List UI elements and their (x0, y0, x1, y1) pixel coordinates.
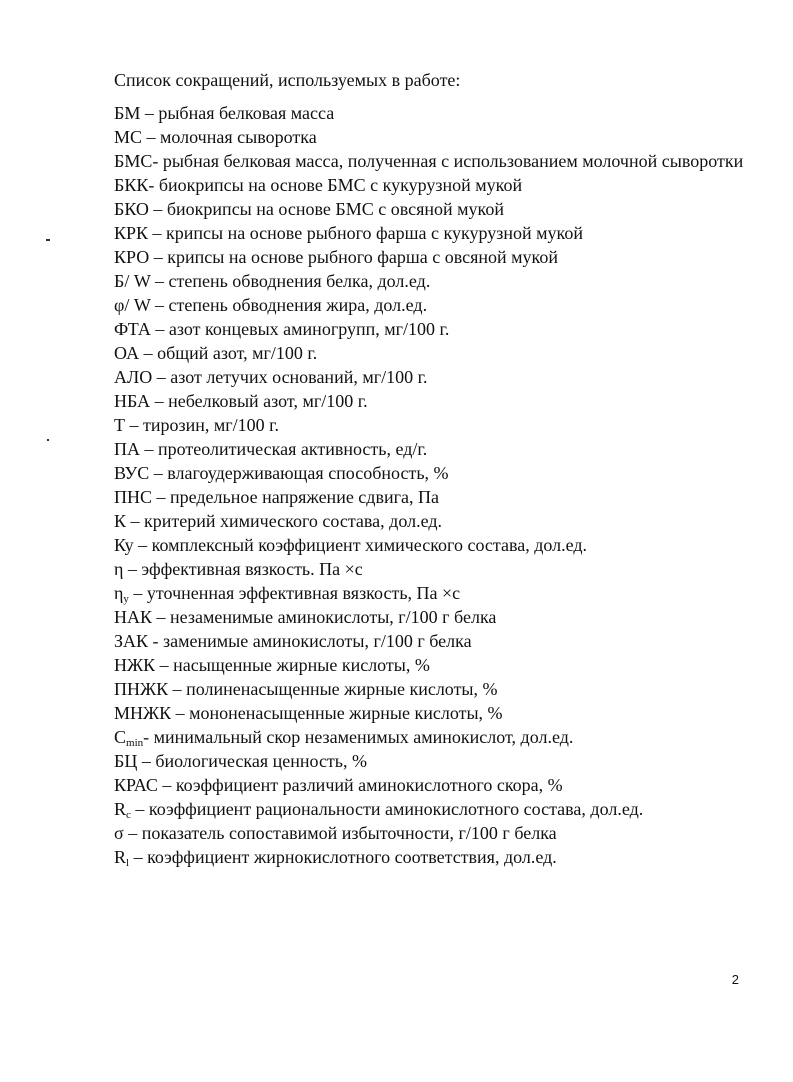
list-item: БМ – рыбная белковая масса (114, 103, 335, 123)
list-item: Т – тирозин, мг/100 г. (114, 415, 279, 435)
list-item: φ/ W – степень обводнения жира, дол.ед. (114, 295, 428, 315)
abbreviation-symbol: С (114, 727, 127, 747)
list-item (114, 581, 754, 605)
abbreviation-symbol: R (114, 847, 127, 867)
list-item: ОА – общий азот, мг/100 г. (114, 343, 318, 363)
abbreviation-definition: – уточненная эффективная вязкость, Па ×с (128, 583, 461, 603)
page-title: Список сокращений, используемых в работе: (114, 70, 461, 90)
list-item: Б/ W – степень обводнения белка, дол.ед. (114, 271, 431, 291)
abbreviation-symbol: η (114, 583, 124, 603)
list-item: ПНС – предельное напряжение сдвига, Па (114, 487, 439, 507)
list-item (114, 725, 754, 749)
list-item: НЖК – насыщенные жирные кислоты, % (114, 655, 430, 675)
list-item: МС – молочная сыворотка (114, 127, 317, 147)
list-item: МНЖК – мононенасыщенные жирные кислоты, % (114, 703, 503, 723)
list-item: η – эффективная вязкость. Па ×с (114, 559, 363, 579)
list-item: БЦ – биологическая ценность, % (114, 751, 368, 771)
list-item: АЛО – азот летучих оснований, мг/100 г. (114, 367, 428, 387)
list-item: ВУС – влагоудерживающая способность, % (114, 463, 449, 483)
list-item: БКК- биокрипсы на основе БМС с кукурузной мукой (114, 175, 523, 195)
list-item: ФТА – азот концевых аминогрупп, мг/100 г. (114, 319, 450, 339)
abbreviation-definition: – коэффициент рациональности аминокислотного состава, дол.ед. (130, 799, 644, 819)
abbreviation-list (114, 101, 754, 869)
abbreviation-subscript: min (126, 737, 144, 749)
abbreviation-definition: - минимальный скор незаменимых аминокислот, дол.ед. (143, 727, 574, 747)
abbreviation-definition: – коэффициент жирнокислотного соответствия, дол.ед. (129, 847, 557, 867)
scan-speck (46, 239, 50, 241)
scan-speck (47, 439, 49, 441)
list-item: БМС- рыбная белковая масса, полученная с использованием молочной сыворотки (114, 151, 744, 171)
list-item: КРАС – коэффициент различий аминокислотного скора, % (114, 775, 563, 795)
list-item: БКО – биокрипсы на основе БМС с овсяной мукой (114, 199, 504, 219)
list-item: НАК – незаменимые аминокислоты, г/100 г белка (114, 607, 497, 627)
list-item: ЗАК - заменимые аминокислоты, г/100 г белка (114, 631, 472, 651)
abbreviation-subscript: у (123, 593, 129, 605)
list-item: ПА – протеолитическая активность, ед/г. (114, 439, 428, 459)
list-item: К – критерий химического состава, дол.ед. (114, 511, 442, 531)
list-item: Ку – комплексный коэффициент химического состава, дол.ед. (114, 535, 588, 555)
list-item: σ – показатель сопоставимой избыточности, г/100 г белка (114, 823, 557, 843)
list-item (114, 845, 754, 869)
list-item: КРО – крипсы на основе рыбного фарша с овсяной мукой (114, 247, 558, 267)
list-item: ПНЖК – полиненасыщенные жирные кислоты, % (114, 679, 498, 699)
page-number: 2 (731, 972, 739, 987)
list-item: НБА – небелковый азот, мг/100 г. (114, 391, 368, 411)
abbreviation-subscript: c (126, 809, 131, 821)
list-item (114, 797, 754, 821)
abbreviation-subscript: l (126, 857, 130, 869)
list-item: КРК – крипсы на основе рыбного фарша с кукурузной мукой (114, 223, 583, 243)
abbreviation-symbol: R (114, 799, 127, 819)
